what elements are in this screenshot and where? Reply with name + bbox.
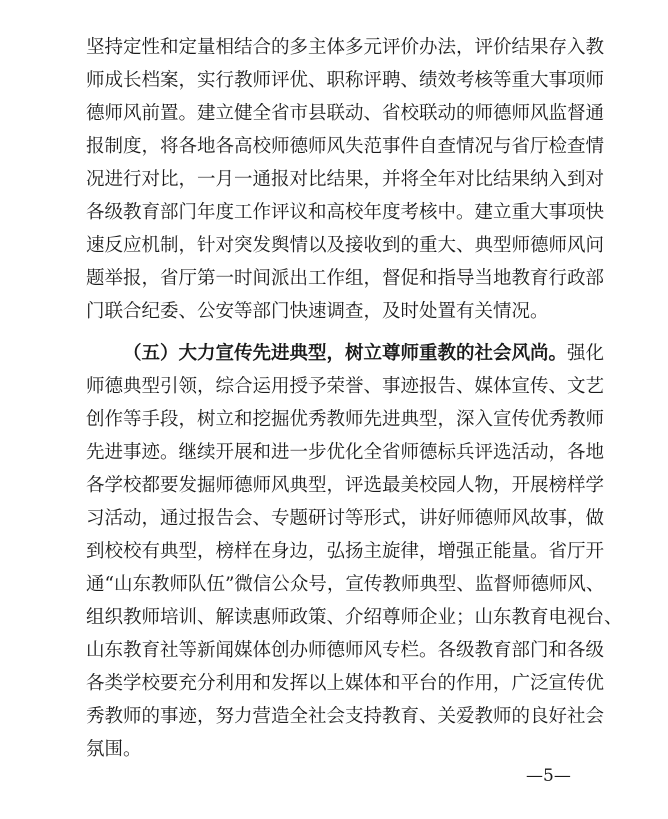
text-line: 速反应机制，针对突发舆情以及接收到的重大、典型师德师风问 <box>86 235 605 256</box>
text-line: 各学校都要发掘师德师风典型，评选最美校园人物，开展榜样学 <box>86 475 605 496</box>
text-line: 山东教育社等新闻媒体创办师德师风专栏。各级教育部门和各级 <box>86 640 605 661</box>
text-line: 习活动，通过报告会、专题研讨等形式，讲好师德师风故事，做 <box>86 508 605 529</box>
text-line: 况进行对比，一月一通报对比结果，并将全年对比结果纳入到对 <box>86 169 605 190</box>
text-line: 报制度，将各地各高校师德师风失范事件自查情况与省厅检查情 <box>86 136 605 157</box>
paragraph-teacher-evaluation <box>86 31 604 328</box>
text-line: 秀教师的事迹，努力营造全社会支持教育、关爱教师的良好社会 <box>86 706 605 727</box>
heading-line-continuation: 强化 <box>567 343 605 364</box>
text-line: 门联合纪委、公安等部门快速调查，及时处置有关情况。 <box>86 301 549 322</box>
text-line: 坚持定性和定量相结合的多主体多元评价办法，评价结果存入教 <box>86 37 605 58</box>
text-line: 师成长档案，实行教师评优、职称评聘、绩效考核等重大事项师 <box>86 70 605 91</box>
text-line: 氛围。 <box>86 739 142 760</box>
text-line: 通“山东教师队伍”微信公众号，宣传教师典型、监督师德师风、 <box>86 574 605 595</box>
text-line: 师德典型引领，综合运用授予荣誉、事迹报告、媒体宣传、文艺 <box>86 376 605 397</box>
text-line: 组织教师培训、解读惠师政策、介绍尊师企业；山东教育电视台、 <box>86 607 623 628</box>
text-line: 题举报，省厅第一时间派出工作组，督促和指导当地教育行政部 <box>86 268 605 289</box>
text-line: 创作等手段，树立和挖掘优秀教师先进典型，深入宣传优秀教师 <box>86 409 605 430</box>
text-line: 先进事迹。继续开展和进一步优化全省师德标兵评选活动，各地 <box>86 442 605 463</box>
heading-line <box>86 337 604 370</box>
paragraph-promote-role-models <box>86 337 623 766</box>
text-line: 到校校有典型，榜样在身边，弘扬主旋律，增强正能量。省厅开 <box>86 541 605 562</box>
text-line: 各类学校要充分利用和发挥以上媒体和平台的作用，广泛宣传优 <box>86 673 605 694</box>
section-heading: （五）大力宣传先进典型，树立尊师重教的社会风尚。 <box>123 343 568 364</box>
text-line: 德师风前置。建立健全省市县联动、省校联动的师德师风监督通 <box>86 103 605 124</box>
page-number: —5— <box>526 766 571 786</box>
text-line: 各级教育部门年度工作评议和高校年度考核中。建立重大事项快 <box>86 202 605 223</box>
